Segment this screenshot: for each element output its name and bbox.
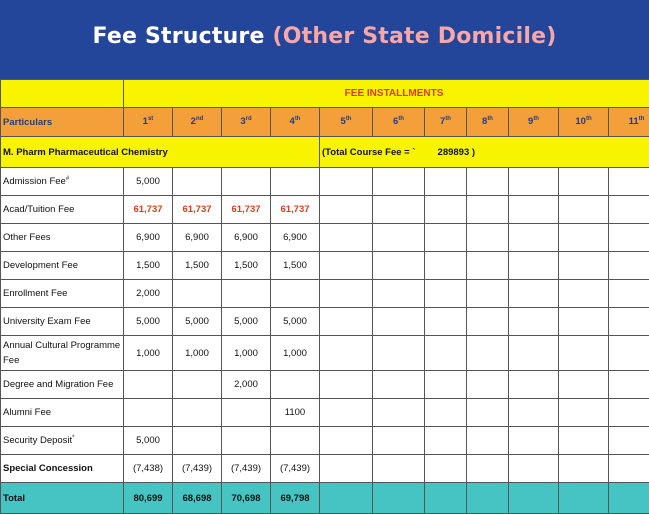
- program-row: [1, 137, 649, 168]
- value-cell: [425, 252, 467, 280]
- value-cell: [320, 455, 373, 483]
- row-label-text: Admission Fee: [3, 176, 66, 188]
- value-cell: [467, 280, 509, 308]
- value-cell: [320, 336, 373, 371]
- value-cell: 6,900: [222, 224, 271, 252]
- installment-header: [173, 108, 222, 137]
- installments-header-row: [1, 80, 649, 108]
- row-label: [1, 455, 124, 483]
- row-label-text: Security Deposit: [3, 435, 73, 447]
- blank-cell: [1, 80, 124, 108]
- table-row: [1, 483, 649, 514]
- installment-header: [425, 108, 467, 137]
- value-cell: 5,000: [124, 427, 173, 455]
- particulars-header: Particulars: [1, 108, 124, 137]
- installment-suffix: st: [147, 116, 154, 123]
- installment-suffix: nd: [195, 116, 204, 123]
- value-cell: 1,000: [173, 336, 222, 371]
- value-cell: [320, 399, 373, 427]
- installment-number: 5: [340, 116, 346, 128]
- value-cell: [609, 399, 649, 427]
- value-cell: [609, 371, 649, 399]
- row-label: [1, 336, 124, 371]
- row-label-text: Total: [3, 492, 25, 504]
- table-row: [1, 399, 649, 427]
- installment-header: [559, 108, 609, 137]
- value-cell: [559, 196, 609, 224]
- value-cell: [320, 483, 373, 514]
- value-cell: [173, 399, 222, 427]
- value-cell: 1,500: [173, 252, 222, 280]
- value-cell: [124, 371, 173, 399]
- value-cell: [373, 371, 425, 399]
- value-cell: [559, 308, 609, 336]
- value-cell: 5,000: [124, 168, 173, 196]
- value-cell: [373, 252, 425, 280]
- value-cell: [467, 371, 509, 399]
- value-cell: 1,500: [222, 252, 271, 280]
- value-cell: [425, 196, 467, 224]
- installment-suffix: th: [533, 116, 539, 123]
- value-cell: 5,000: [173, 308, 222, 336]
- value-cell: [609, 280, 649, 308]
- row-label-text: Annual Cultural Programme Fee: [3, 340, 121, 366]
- value-cell: [320, 308, 373, 336]
- value-cell: [509, 280, 559, 308]
- value-cell: [509, 483, 559, 514]
- installment-suffix: th: [294, 116, 301, 123]
- value-cell: [173, 168, 222, 196]
- value-cell: [320, 280, 373, 308]
- installment-number: 10: [575, 116, 586, 128]
- banner: [0, 0, 649, 74]
- value-cell: [609, 455, 649, 483]
- value-cell: [559, 224, 609, 252]
- value-cell: [559, 483, 609, 514]
- value-cell: 68,698: [173, 483, 222, 514]
- value-cell: 5,000: [222, 308, 271, 336]
- value-cell: 6,900: [124, 224, 173, 252]
- installment-header: [271, 108, 320, 137]
- value-cell: [467, 252, 509, 280]
- value-cell: [609, 483, 649, 514]
- installment-number: 4: [289, 116, 295, 128]
- course-fee-label: (Total Course Fee = `: [322, 146, 416, 158]
- value-cell: [425, 336, 467, 371]
- fee-sheet: [0, 79, 649, 514]
- installment-header: [320, 108, 373, 137]
- installment-suffix: th: [487, 116, 493, 123]
- value-cell: 5,000: [271, 308, 320, 336]
- value-cell: [425, 280, 467, 308]
- installment-header: [467, 108, 509, 137]
- value-cell: 1100: [271, 399, 320, 427]
- value-cell: [509, 371, 559, 399]
- value-cell: 2,000: [222, 371, 271, 399]
- value-cell: [425, 455, 467, 483]
- column-header-row: [1, 108, 649, 137]
- value-cell: 5,000: [124, 308, 173, 336]
- course-fee-value: 289893 ): [437, 146, 476, 158]
- table-row: [1, 455, 649, 483]
- value-cell: 69,798: [271, 483, 320, 514]
- row-label-text: Development Fee: [3, 260, 78, 271]
- value-cell: [373, 224, 425, 252]
- value-cell: [467, 427, 509, 455]
- installment-header: [222, 108, 271, 137]
- value-cell: [425, 224, 467, 252]
- table-row: [1, 280, 649, 308]
- value-cell: [509, 455, 559, 483]
- table-row: [1, 427, 649, 455]
- value-cell: [373, 196, 425, 224]
- row-label: [1, 371, 124, 399]
- value-cell: [173, 371, 222, 399]
- value-cell: 61,737: [222, 196, 271, 224]
- row-label: [1, 196, 124, 224]
- value-cell: [373, 427, 425, 455]
- installment-header: [609, 108, 649, 137]
- installment-suffix: th: [345, 116, 352, 123]
- value-cell: 6,900: [271, 224, 320, 252]
- value-cell: [320, 427, 373, 455]
- installment-header: [509, 108, 559, 137]
- row-label: [1, 252, 124, 280]
- value-cell: [271, 427, 320, 455]
- value-cell: [467, 455, 509, 483]
- value-cell: [609, 308, 649, 336]
- value-cell: [373, 483, 425, 514]
- value-cell: [222, 399, 271, 427]
- value-cell: 70,698: [222, 483, 271, 514]
- table-row: [1, 196, 649, 224]
- value-cell: [559, 336, 609, 371]
- table-row: [1, 224, 649, 252]
- value-cell: [222, 280, 271, 308]
- value-cell: [609, 427, 649, 455]
- row-label: [1, 280, 124, 308]
- installment-number: 9: [528, 116, 534, 128]
- value-cell: [509, 308, 559, 336]
- value-cell: [425, 483, 467, 514]
- value-cell: 1,000: [271, 336, 320, 371]
- value-cell: [509, 336, 559, 371]
- value-cell: 80,699: [124, 483, 173, 514]
- row-label-mark: *: [72, 434, 75, 441]
- value-cell: 1,500: [124, 252, 173, 280]
- value-cell: [373, 280, 425, 308]
- value-cell: 61,737: [173, 196, 222, 224]
- value-cell: [467, 399, 509, 427]
- value-cell: [320, 168, 373, 196]
- row-label-mark: #: [65, 175, 70, 182]
- value-cell: [609, 336, 649, 371]
- value-cell: (7,439): [222, 455, 271, 483]
- value-cell: [425, 308, 467, 336]
- value-cell: [559, 371, 609, 399]
- value-cell: [609, 252, 649, 280]
- value-cell: [609, 168, 649, 196]
- value-cell: [609, 224, 649, 252]
- value-cell: [559, 168, 609, 196]
- value-cell: [559, 280, 609, 308]
- row-label-text: Alumni Fee: [3, 407, 52, 418]
- value-cell: [173, 427, 222, 455]
- value-cell: [467, 308, 509, 336]
- value-cell: 2,000: [124, 280, 173, 308]
- value-cell: [271, 280, 320, 308]
- installment-number: 2: [190, 116, 196, 128]
- value-cell: [222, 427, 271, 455]
- row-label-text: Degree and Migration Fee: [3, 379, 114, 390]
- value-cell: [467, 168, 509, 196]
- page-title: [0, 24, 649, 49]
- value-cell: [559, 252, 609, 280]
- value-cell: [320, 371, 373, 399]
- value-cell: [509, 399, 559, 427]
- value-cell: [425, 168, 467, 196]
- value-cell: [271, 168, 320, 196]
- row-label: [1, 308, 124, 336]
- value-cell: [559, 399, 609, 427]
- value-cell: [425, 399, 467, 427]
- value-cell: [425, 427, 467, 455]
- value-cell: [222, 168, 271, 196]
- value-cell: [320, 224, 373, 252]
- value-cell: [467, 224, 509, 252]
- value-cell: 1,000: [124, 336, 173, 371]
- value-cell: [467, 336, 509, 371]
- installment-number: 8: [482, 116, 488, 128]
- installment-header: [373, 108, 425, 137]
- title-main: Fee Structure: [92, 24, 273, 49]
- row-label: [1, 427, 124, 455]
- value-cell: (7,438): [124, 455, 173, 483]
- value-cell: (7,439): [271, 455, 320, 483]
- title-accent: (Other State Domicile): [272, 24, 557, 49]
- value-cell: [509, 196, 559, 224]
- installment-header: [124, 108, 173, 137]
- value-cell: 6,900: [173, 224, 222, 252]
- installment-number: 3: [240, 116, 246, 128]
- installment-number: 1: [142, 116, 148, 128]
- value-cell: [173, 280, 222, 308]
- value-cell: 1,500: [271, 252, 320, 280]
- table-row: [1, 371, 649, 399]
- course-fee: [320, 137, 649, 168]
- installment-number: 7: [440, 116, 446, 128]
- value-cell: [467, 483, 509, 514]
- row-label-text: Other Fees: [3, 232, 51, 243]
- value-cell: 1,000: [222, 336, 271, 371]
- value-cell: [373, 336, 425, 371]
- value-cell: [373, 455, 425, 483]
- value-cell: [373, 168, 425, 196]
- value-cell: [320, 196, 373, 224]
- value-cell: [509, 168, 559, 196]
- installments-title: FEE INSTALLMENTS: [124, 80, 649, 108]
- value-cell: [425, 371, 467, 399]
- value-cell: 61,737: [271, 196, 320, 224]
- value-cell: [609, 196, 649, 224]
- value-cell: [467, 196, 509, 224]
- table-row: [1, 252, 649, 280]
- row-label-text: Acad/Tuition Fee: [3, 204, 75, 215]
- value-cell: [373, 308, 425, 336]
- installment-number: 11: [628, 116, 639, 128]
- value-cell: [559, 455, 609, 483]
- row-label-text: Enrollment Fee: [3, 288, 68, 299]
- installment-suffix: th: [398, 116, 404, 123]
- table-row: [1, 336, 649, 371]
- table-row: [1, 168, 649, 196]
- row-label: [1, 168, 124, 196]
- row-label: [1, 483, 124, 514]
- row-label: [1, 399, 124, 427]
- row-label: [1, 224, 124, 252]
- installment-number: 6: [393, 116, 399, 128]
- value-cell: [373, 399, 425, 427]
- installment-suffix: th: [445, 116, 451, 123]
- installment-suffix: rd: [245, 116, 252, 123]
- installment-suffix: th: [585, 116, 592, 123]
- value-cell: [509, 252, 559, 280]
- value-cell: [509, 427, 559, 455]
- installment-suffix: th: [638, 116, 645, 123]
- value-cell: [124, 399, 173, 427]
- row-label-text: Special Concession: [3, 463, 93, 474]
- value-cell: (7,439): [173, 455, 222, 483]
- fee-table: [0, 79, 649, 514]
- program-name: M. Pharm Pharmaceutical Chemistry: [1, 137, 320, 168]
- value-cell: [509, 224, 559, 252]
- row-label-text: University Exam Fee: [3, 316, 91, 327]
- value-cell: [320, 252, 373, 280]
- value-cell: [271, 371, 320, 399]
- value-cell: [559, 427, 609, 455]
- value-cell: 61,737: [124, 196, 173, 224]
- table-row: [1, 308, 649, 336]
